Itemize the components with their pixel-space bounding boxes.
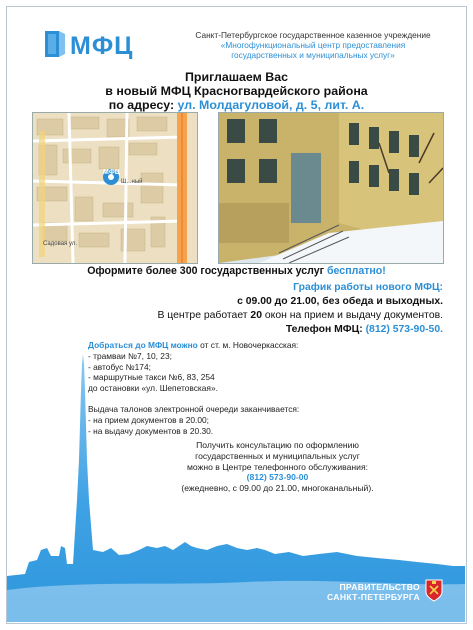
map-street-label: Ш...ный	[121, 179, 143, 185]
transport-info	[88, 340, 388, 394]
gov-line: ПРАВИТЕЛЬСТВО	[339, 582, 420, 592]
map-street-label: Садовая ул.	[43, 241, 77, 247]
invitation-headline	[40, 70, 433, 112]
gov-line: САНКТ-ПЕТЕРБУРГА	[327, 592, 420, 602]
mfc-phone-line	[120, 323, 443, 337]
transport-item: до остановки «ул. Шепетовская».	[88, 383, 218, 394]
queue-item: - на выдачу документов в 20.30.	[88, 425, 214, 436]
transport-item: - маршрутные такси №6, 83, 254	[88, 372, 215, 383]
consult-phone: (812) 573-90-00	[246, 472, 309, 483]
windows-line	[120, 309, 443, 323]
headline-line: в новый МФЦ Красногвардейского района	[105, 84, 368, 98]
services-free: бесплатно!	[327, 265, 386, 277]
queue-info	[88, 404, 388, 436]
transport-item: - трамваи №7, 10, 23;	[88, 350, 172, 361]
logo-text: МФЦ	[70, 32, 134, 60]
consult-line: (ежедневно, с 09.00 до 21.00, многоканальный).	[181, 483, 374, 494]
location-map	[32, 112, 198, 264]
org-line: государственных и муниципальных услуг»	[231, 50, 395, 60]
government-label	[296, 582, 420, 602]
organization-name	[168, 30, 458, 60]
hours-title: График работы нового МФЦ:	[293, 282, 443, 293]
services-banner	[30, 265, 443, 277]
windows-count: 20	[250, 310, 262, 321]
consult-line: государственных и муниципальных услуг	[195, 450, 360, 461]
transport-title-rest: от ст. м. Новочеркасская:	[197, 340, 299, 350]
building-photo	[218, 112, 444, 264]
building-photo-drawing	[219, 113, 443, 263]
map-marker-label: МФЦ	[103, 169, 120, 176]
consult-line: Получить консультацию по оформлению	[196, 440, 359, 450]
org-line: Санкт-Петербургское государственное казенное учреждение	[195, 30, 431, 40]
windows-text: окон на прием и выдачу документов.	[261, 310, 443, 321]
consultation-info	[155, 440, 400, 494]
org-line: «Многофункциональный центр предоставления	[220, 40, 406, 50]
hours-line: с 09.00 до 21.00, без обеда и выходных.	[237, 296, 443, 307]
working-hours	[120, 281, 443, 337]
mfc-logo	[44, 30, 154, 64]
transport-item: - автобус №174;	[88, 361, 151, 372]
spb-emblem-icon	[424, 578, 444, 602]
headline-line: Приглашаем Вас	[185, 70, 288, 84]
door-logo-icon	[44, 30, 66, 58]
address: ул. Молдагуловой, д. 5, лит. А.	[177, 98, 365, 112]
phone-label: Телефон МФЦ:	[285, 324, 366, 335]
headline-address-line	[40, 98, 433, 112]
address-prefix: по адресу:	[108, 98, 178, 112]
transport-title: Добраться до МФЦ можно	[88, 340, 198, 350]
services-text: Оформите более 300 государственных услуг	[87, 265, 328, 277]
consult-line: можно в Центре телефонного обслуживания:	[186, 461, 369, 472]
queue-title: Выдача талонов электронной очереди заканчивается:	[88, 404, 300, 414]
mfc-phone: (812) 573-90-50.	[365, 324, 443, 335]
windows-text: В центре работает	[157, 310, 251, 321]
queue-item: - на прием документов в 20.00;	[88, 414, 210, 425]
transport-title-line	[88, 340, 388, 351]
